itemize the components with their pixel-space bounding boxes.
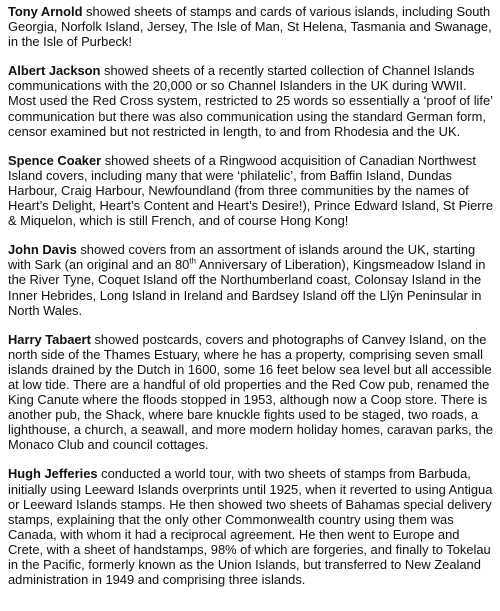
paragraph-text: showed sheets of a recently started collection of Channel Islands communications with the 20,000 or so Channel Islanders in the UK during WWII. Most used the Red Cross system, restricted to 25 words so essentially a ‘proof of life’ communication but there was also communication using the standard German form, censor examined but not restricted in length, to and from Rhodesia and the UK. bbox=[8, 63, 493, 139]
paragraph-text: showed covers from an assortment of islands around the UK, starting with Sark (an original and an 80 bbox=[8, 242, 476, 273]
paragraph-albert-jackson bbox=[8, 63, 495, 138]
paragraph-john-davis bbox=[8, 242, 495, 317]
member-name: Tony Arnold bbox=[8, 4, 83, 19]
member-name: John Davis bbox=[8, 242, 77, 258]
member-name: Spence Coaker bbox=[8, 152, 102, 168]
member-name: Harry Tabaert bbox=[8, 331, 91, 347]
paragraph-text: conducted a world tour, with two sheets of stamps from Barbuda, initially using Leeward Islands overprints until 1925, when it reverted to using Antigua or Leeward Islands stamps. He then showed two sheets of Bahamas special delivery stamps, explaining that the only other Commonwealth country using them was Canada, with whom it had a reciprocal agreement. He then went to Europe and Crete, with a sheet of handstamps, 98% of which are forgeries, and finally to Tokelau in the Pacific, formerly known as the Union Islands, but transferred to New Zealand administration in 1949 and comprising three islands. bbox=[8, 466, 493, 588]
paragraph-spence-coaker bbox=[8, 153, 495, 228]
ordinal-suffix: th bbox=[189, 257, 196, 267]
paragraph-harry-tabaert bbox=[8, 332, 495, 453]
member-name: Hugh Jefferies bbox=[8, 466, 98, 482]
paragraph-text: showed postcards, covers and photographs of Canvey Island, on the north side of the Thames Estuary, where he has a property, comprising seven small islands drained by the Dutch in 1600, some 16 feet below sea level but all accessible at low tide. There are a handful of old properties and the Red Cow pub, renamed the King Canute where the floods stopped in 1953, although now a Coop store. There is another pub, the Shack, where bare knuckle fights used to be staged, two roads, a lighthouse, a church, a seawall, and more modern holiday homes, caravan parks, the Monaco Club and council cottages. bbox=[8, 331, 494, 453]
paragraph-text-continued: Anniversary of Liberation), Kingsmeadow Island in the River Tyne, Coquet Island off the Northumberland coast, Colonsay Island in the Inner Hebrides, Long Island in Ireland and Bardsey Island off the Llŷn Peninsular in North Wales. bbox=[8, 257, 486, 318]
paragraph-hugh-jefferies bbox=[8, 466, 495, 587]
paragraph-text: showed sheets of stamps and cards of various islands, including South Georgia, Norfolk Island, Jersey, The Isle of Man, St Helena, Tasmania and Swanage, in the Isle of Purbeck! bbox=[8, 4, 492, 50]
paragraph-text: showed sheets of a Ringwood acquisition of Canadian Northwest Island covers, including many that were ‘philatelic’, from Baffin Island, Dundas Harbour, Craig Harbour, Newfoundland (from three communities by the names of Heart’s Delight, Heart’s Content and Heart’s Desire!), Prince Edward Island, St Pierre & Miquelon, which is still French, and of course Hong Kong! bbox=[8, 152, 494, 229]
member-name: Albert Jackson bbox=[8, 63, 101, 79]
paragraph-tony-arnold bbox=[8, 4, 495, 49]
